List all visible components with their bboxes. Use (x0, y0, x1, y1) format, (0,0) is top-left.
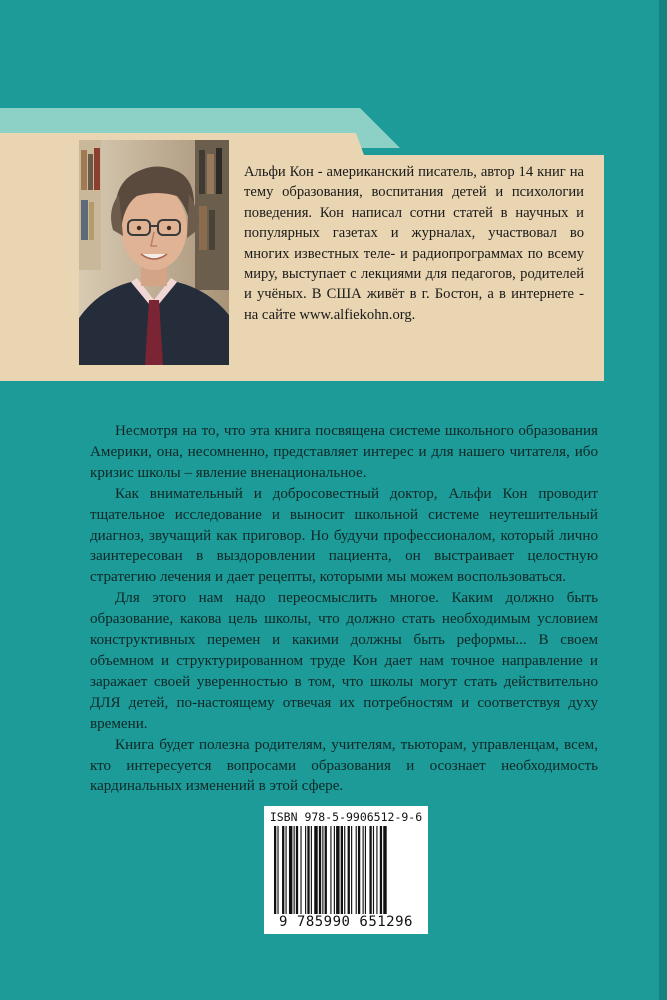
description-paragraph: Книга будет полезна родителям, учителям, тьюторам, управленцам, всем, кто интересуется вопросами образования и осознает необходимость кардинальных изменений в этой сфере. (90, 736, 598, 795)
author-bio: Альфи Кон - американский писатель, автор 14 книг на тему образования, воспитания детей и психологии поведения. Кон написал сотни статей в научных и популярных газетах и журналах, участвовал во многих известных теле- и радиопрограммах по всему миру, выступает с лекциями для педагогов, родителей и учёных. В США живёт в г. Бостон, а в интернете - на сайте www.alfiekohn.org. (244, 164, 584, 323)
description-paragraph: Как внимательный и добросовестный доктор, Альфи Кон проводит тщательное исследование и выносит школьной системе неутешительный диагноз, звучащий как приговор. Но будучи профессионалом, который лично заинтересован в выздоровлении пациента, он выстраивает целостную стратегию лечения и дает рецепты, которыми мы можем воспользоваться. (90, 485, 598, 586)
description-paragraph: Для этого нам надо переосмыслить многое. Каким должно быть образование, какова цель школы, что должно стать необходимым условием конструктивных перемен и какими должны быть реформы... В своем объемном и структурированном труде Кон дает нам точное направление и заражает своей уверенностью в том, что школы могут стать действительно ДЛЯ детей, по-настоящему отвечая их потребностям и соответствуя духу времени. (90, 590, 598, 732)
book-description (90, 421, 598, 797)
author-photo (79, 140, 229, 365)
author-portrait-icon (79, 140, 229, 365)
barcode-icon (274, 826, 418, 914)
description-paragraph: Несмотря на то, что эта книга посвящена системе школьного образования Америки, она, несомненно, представляет интерес и для нашего читателя, ибо кризис школы – явление вненациональное. (90, 423, 598, 481)
barcode-digits: 9 785990 651296 (279, 914, 413, 930)
cover-edge (659, 0, 667, 1000)
barcode-label (264, 806, 428, 934)
isbn-number: ISBN 978-5-9906512-9-6 (269, 810, 423, 824)
